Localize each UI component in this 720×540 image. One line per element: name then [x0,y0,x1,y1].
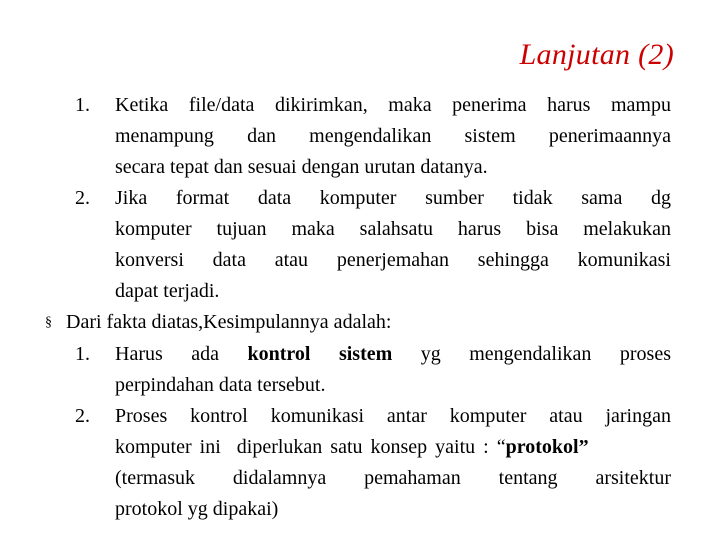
list-item-text: komputer ini diperlukan satu konsep yaitu : “ [115,436,506,458]
list-item-line: protokol yg dipakai) [115,498,279,520]
list-item-line [115,435,671,459]
list-item-line: konversi data atau penerjemahan sehingga komunikasi [115,249,671,271]
bullet-text: Dari fakta diatas,Kesimpulannya adalah: [66,311,392,333]
list-item-line: Ketika file/data dikirimkan, maka penerima harus mampu [115,94,671,116]
list-item-line: dapat terjadi. [115,280,220,302]
bullet-icon: § [45,315,52,330]
list-item-text: yg mengendalikan proses [420,343,671,365]
list-item-line [115,342,671,366]
list-number: 1. [75,94,90,116]
list-item-text: Harus ada [115,343,219,365]
list-item-line: Jika format data komputer sumber tidak sama dg [115,187,671,209]
emphasis-text: kontrol sistem [247,343,393,365]
list-item-line: Proses kontrol komunikasi antar komputer atau jaringan [115,405,671,427]
list-number: 1. [75,343,90,365]
emphasis-text: protokol” [505,436,589,458]
slide-title: Lanjutan (2) [519,38,674,71]
list-item-line: menampung dan mengendalikan sistem penerimaannya [115,125,671,147]
list-number: 2. [75,187,90,209]
list-item-line: komputer tujuan maka salahsatu harus bisa melakukan [115,218,671,240]
list-item-line: perpindahan data tersebut. [115,374,326,396]
list-item-line: (termasuk didalamnya pemahaman tentang arsitektur [115,467,671,489]
list-item-line: secara tepat dan sesuai dengan urutan datanya. [115,156,488,178]
list-number: 2. [75,405,90,427]
